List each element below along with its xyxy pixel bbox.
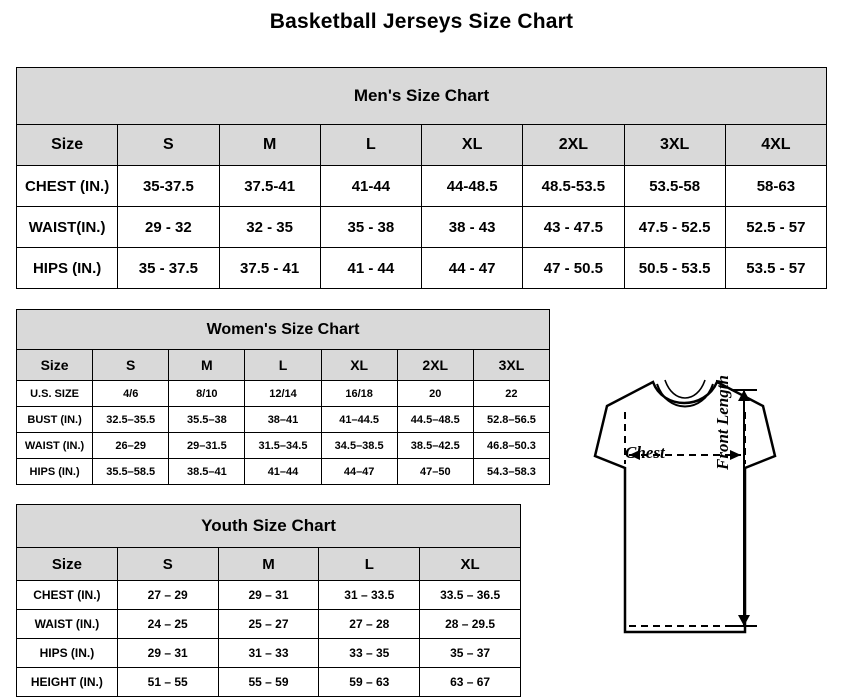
- table-cell: 41-44: [320, 166, 421, 207]
- table-cell: 33 – 35: [319, 639, 420, 668]
- table-row: [17, 668, 521, 697]
- table-cell: 35 - 38: [320, 207, 421, 248]
- table-cell: 38.5–41: [169, 459, 245, 485]
- table-cell: 35-37.5: [118, 166, 219, 207]
- table-cell: 54.3–58.3: [473, 459, 549, 485]
- table-cell: 28 – 29.5: [420, 610, 521, 639]
- mens-chart-caption: Men's Size Chart: [17, 68, 827, 125]
- column-header-xl: XL: [321, 350, 397, 381]
- jersey-measurement-diagram: [545, 360, 835, 680]
- table-cell: 35.5–58.5: [93, 459, 169, 485]
- column-header-m: M: [218, 548, 319, 581]
- table-row: [17, 207, 827, 248]
- table-cell: 29 – 31: [218, 581, 319, 610]
- column-header-m: M: [219, 125, 320, 166]
- table-cell: 47 - 50.5: [523, 248, 624, 289]
- table-row: [17, 459, 550, 485]
- table-cell: 63 – 67: [420, 668, 521, 697]
- table-row: [17, 581, 521, 610]
- column-header-m: M: [169, 350, 245, 381]
- table-caption-row: [17, 310, 550, 350]
- table-cell: 43 - 47.5: [523, 207, 624, 248]
- table-cell: 29 - 32: [118, 207, 219, 248]
- youth-chart-caption: Youth Size Chart: [17, 505, 521, 548]
- table-cell: 27 – 29: [117, 581, 218, 610]
- row-label: CHEST (IN.): [17, 581, 118, 610]
- page-title: Basketball Jerseys Size Chart: [269, 10, 574, 33]
- table-cell: 20: [397, 381, 473, 407]
- table-cell: 31.5–34.5: [245, 433, 321, 459]
- table-cell: 35.5–38: [169, 407, 245, 433]
- table-header-row: [17, 350, 550, 381]
- table-cell: 50.5 - 53.5: [624, 248, 725, 289]
- table-cell: 44 - 47: [422, 248, 523, 289]
- table-cell: 25 – 27: [218, 610, 319, 639]
- table-row: [17, 166, 827, 207]
- row-label: WAIST (IN.): [17, 610, 118, 639]
- table-cell: 41–44.5: [321, 407, 397, 433]
- column-header-s: S: [93, 350, 169, 381]
- table-caption-row: [17, 68, 827, 125]
- table-row: [17, 381, 550, 407]
- column-header-4xl: 4XL: [725, 125, 826, 166]
- table-cell: 33.5 – 36.5: [420, 581, 521, 610]
- front-length-measure-label: Front Length: [713, 375, 732, 470]
- table-cell: 53.5-58: [624, 166, 725, 207]
- table-cell: 44–47: [321, 459, 397, 485]
- table-header-row: [17, 125, 827, 166]
- table-caption-row: [17, 505, 521, 548]
- row-label: WAIST (IN.): [17, 433, 93, 459]
- column-header-3xl: 3XL: [624, 125, 725, 166]
- womens-size-chart-table: [16, 309, 550, 485]
- row-label: HEIGHT (IN.): [17, 668, 118, 697]
- table-cell: 53.5 - 57: [725, 248, 826, 289]
- column-header-size: Size: [17, 548, 118, 581]
- column-header-2xl: 2XL: [397, 350, 473, 381]
- table-row: [17, 248, 827, 289]
- table-cell: 59 – 63: [319, 668, 420, 697]
- womens-chart-caption: Women's Size Chart: [17, 310, 550, 350]
- table-row: [17, 433, 550, 459]
- table-cell: 52.5 - 57: [725, 207, 826, 248]
- row-label: CHEST (IN.): [17, 166, 118, 207]
- row-label: HIPS (IN.): [17, 459, 93, 485]
- table-cell: 37.5 - 41: [219, 248, 320, 289]
- table-cell: 22: [473, 381, 549, 407]
- row-label: HIPS (IN.): [17, 248, 118, 289]
- table-header-row: [17, 548, 521, 581]
- table-cell: 52.8–56.5: [473, 407, 549, 433]
- table-cell: 34.5–38.5: [321, 433, 397, 459]
- column-header-xl: XL: [420, 548, 521, 581]
- table-cell: 24 – 25: [117, 610, 218, 639]
- row-label: WAIST(IN.): [17, 207, 118, 248]
- table-cell: 48.5-53.5: [523, 166, 624, 207]
- table-cell: 47.5 - 52.5: [624, 207, 725, 248]
- table-cell: 38 - 43: [422, 207, 523, 248]
- table-cell: 26–29: [93, 433, 169, 459]
- table-cell: 31 – 33: [218, 639, 319, 668]
- table-cell: 4/6: [93, 381, 169, 407]
- column-header-s: S: [117, 548, 218, 581]
- table-cell: 44-48.5: [422, 166, 523, 207]
- table-row: [17, 639, 521, 668]
- column-header-size: Size: [17, 125, 118, 166]
- table-cell: 29 – 31: [117, 639, 218, 668]
- mens-size-chart-table: [16, 67, 827, 289]
- row-label: BUST (IN.): [17, 407, 93, 433]
- table-cell: 27 – 28: [319, 610, 420, 639]
- table-cell: 41 - 44: [320, 248, 421, 289]
- table-cell: 31 – 33.5: [319, 581, 420, 610]
- table-cell: 32.5–35.5: [93, 407, 169, 433]
- chest-measure-label: Chest: [625, 443, 665, 462]
- column-header-l: L: [320, 125, 421, 166]
- table-cell: 37.5-41: [219, 166, 320, 207]
- table-cell: 12/14: [245, 381, 321, 407]
- column-header-s: S: [118, 125, 219, 166]
- jersey-outline-icon: [545, 360, 835, 680]
- column-header-l: L: [245, 350, 321, 381]
- table-cell: 35 – 37: [420, 639, 521, 668]
- table-cell: 8/10: [169, 381, 245, 407]
- table-cell: 35 - 37.5: [118, 248, 219, 289]
- table-cell: 38–41: [245, 407, 321, 433]
- column-header-l: L: [319, 548, 420, 581]
- table-row: [17, 610, 521, 639]
- column-header-3xl: 3XL: [473, 350, 549, 381]
- column-header-xl: XL: [422, 125, 523, 166]
- column-header-size: Size: [17, 350, 93, 381]
- table-cell: 41–44: [245, 459, 321, 485]
- table-cell: 32 - 35: [219, 207, 320, 248]
- table-cell: 38.5–42.5: [397, 433, 473, 459]
- table-cell: 55 – 59: [218, 668, 319, 697]
- table-cell: 58-63: [725, 166, 826, 207]
- table-cell: 29–31.5: [169, 433, 245, 459]
- table-cell: 47–50: [397, 459, 473, 485]
- youth-size-chart-table: [16, 504, 521, 697]
- row-label: HIPS (IN.): [17, 639, 118, 668]
- table-cell: 46.8–50.3: [473, 433, 549, 459]
- table-row: [17, 407, 550, 433]
- table-cell: 16/18: [321, 381, 397, 407]
- table-cell: 44.5–48.5: [397, 407, 473, 433]
- column-header-2xl: 2XL: [523, 125, 624, 166]
- table-cell: 51 – 55: [117, 668, 218, 697]
- row-label: U.S. SIZE: [17, 381, 93, 407]
